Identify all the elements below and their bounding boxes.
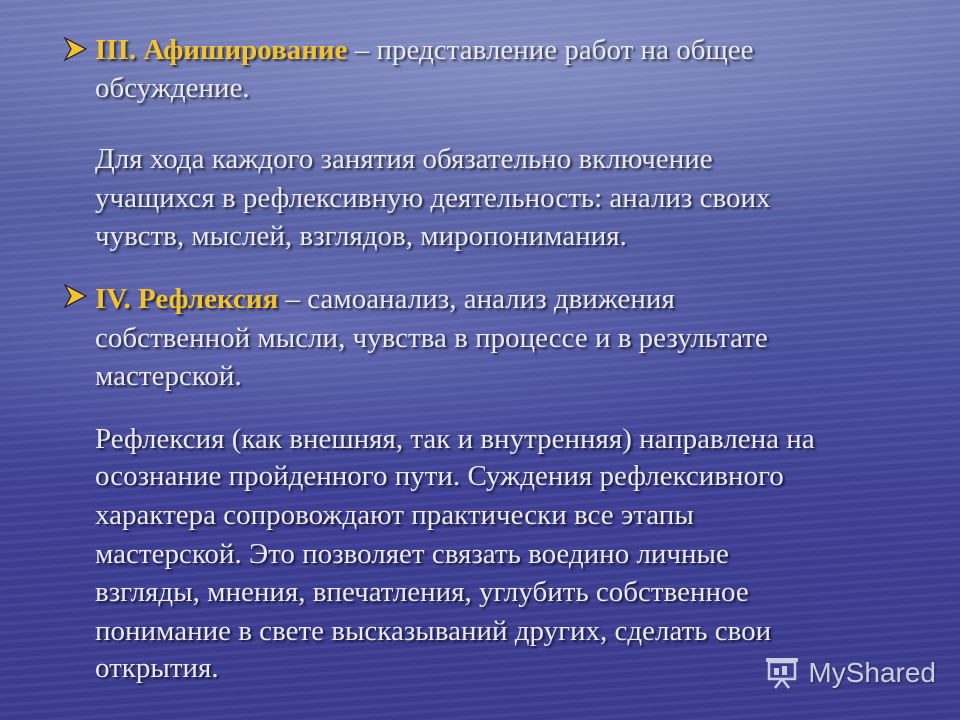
section-3-line-1 [95, 32, 754, 68]
section-4-line-3: мастерской. [95, 360, 242, 392]
arrow-bullet-icon [62, 34, 90, 64]
presentation-board-icon [764, 656, 800, 690]
section-3-text: – представление работ на общее [347, 34, 754, 66]
arrow-bullet-icon [62, 281, 90, 311]
watermark-text: MyShared [808, 657, 936, 688]
paragraph-2-line-4: мастерской. Это позволяет связать воедино личные [95, 538, 729, 570]
paragraph-2-line-6: понимание в свете высказываний других, сделать свои [95, 615, 772, 647]
paragraph-1-line-1: Для хода каждого занятия обязательно включение [95, 143, 713, 175]
paragraph-2-line-7: открытия. [95, 652, 219, 684]
watermark [764, 656, 936, 690]
paragraph-2-line-2: осознание пройденного пути. Суждения рефлексивного [95, 460, 784, 492]
paragraph-1-line-2: учащихся в рефлексивную деятельность: анализ своих [95, 182, 771, 214]
section-3-line-2: обсуждение. [95, 72, 250, 104]
section-4-heading: IV. Рефлексия [95, 283, 279, 315]
section-4-text: – самоанализ, анализ движения [278, 283, 675, 315]
paragraph-1-line-3: чувств, мыслей, взглядов, миропонимания. [95, 220, 627, 252]
paragraph-2-line-5: взгляды, мнения, впечатления, углубить собственное [95, 576, 749, 608]
paragraph-2-line-1: Рефлексия (как внешняя, так и внутренняя) направлена на [95, 423, 815, 455]
section-3-heading: III. Афиширование [95, 34, 348, 66]
section-4-line-1 [95, 281, 675, 317]
section-4-line-2: собственной мысли, чувства в процессе и в результате [95, 322, 768, 354]
paragraph-2-line-3: характера сопровождают практически все этапы [95, 499, 694, 531]
